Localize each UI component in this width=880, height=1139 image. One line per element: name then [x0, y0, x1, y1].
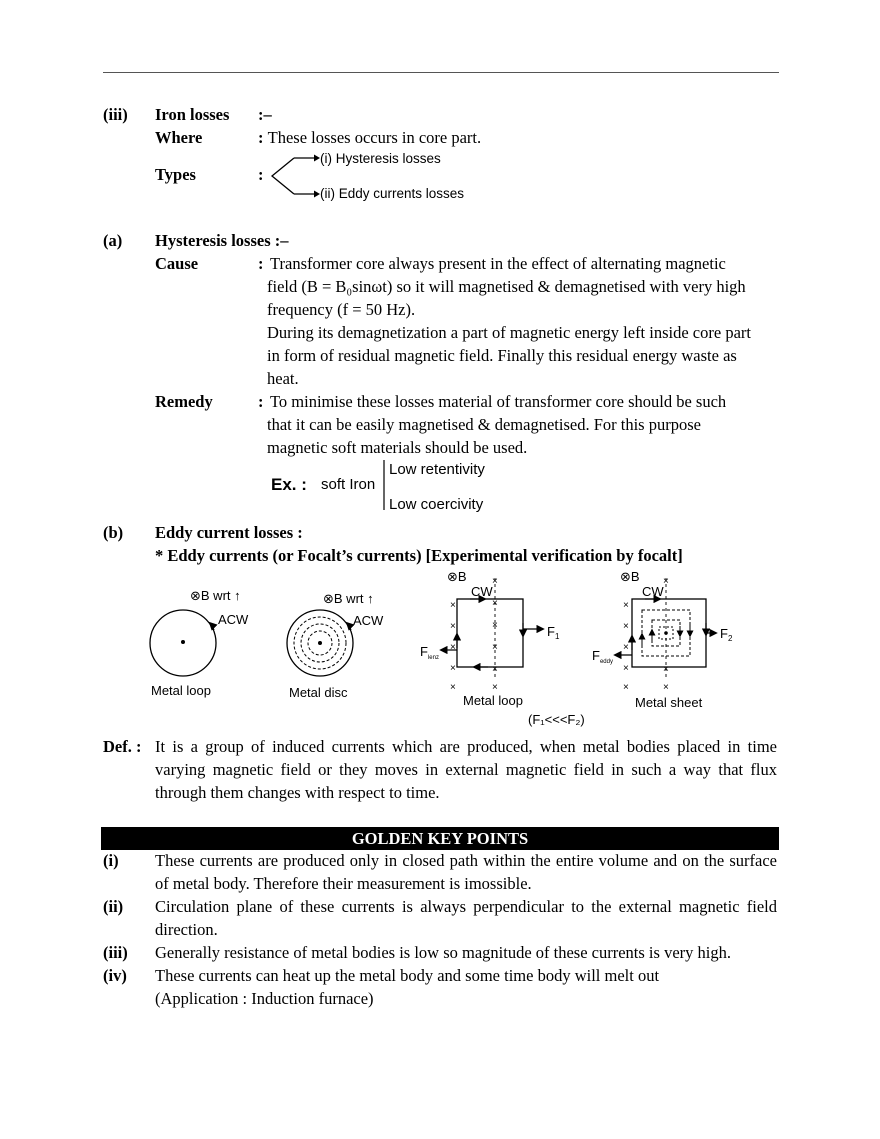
types-label: Types	[155, 165, 196, 184]
type-hysteresis: (i) Hysteresis losses	[320, 151, 441, 166]
definition-label: Def. :	[103, 737, 142, 756]
svg-text:×: ×	[663, 682, 669, 693]
svg-text:×: ×	[623, 682, 629, 693]
svg-text:×: ×	[663, 664, 669, 675]
remedy-colon: :	[258, 392, 264, 411]
svg-text:×: ×	[623, 600, 629, 611]
hysteresis-number: (a)	[103, 231, 123, 250]
point-text: Circulation plane of these currents is always perpendicular to the external magnetic field direction.	[155, 897, 777, 939]
iron-title-sep: :–	[258, 105, 272, 124]
metal-disc-diagram	[287, 591, 384, 700]
force-comparison: (F₁<<<F₂)	[528, 712, 585, 727]
moving-loop-diagram	[420, 569, 585, 727]
b-label: ⊗B	[447, 569, 467, 584]
iron-number: (iii)	[103, 105, 128, 124]
definition-text: It is a group of induced currents which are produced, when metal bodies placed in time varying magnetic field or they moves in external magnetic field in such a way that flux through them changes with respect to time.	[155, 737, 777, 802]
point-number: (ii)	[103, 897, 124, 916]
metal-sheet-diagram	[592, 569, 733, 710]
svg-text:×: ×	[623, 663, 629, 674]
soft-iron-example	[268, 456, 528, 516]
b-label: ⊗B	[620, 569, 640, 584]
type-eddy: (ii) Eddy currents losses	[320, 186, 465, 201]
cause-label: Cause	[155, 254, 199, 273]
cause-line: heat.	[267, 369, 299, 388]
f2-label: $F_2$	[720, 626, 733, 643]
example-label: Ex. :	[271, 475, 307, 494]
svg-text:×: ×	[663, 576, 669, 587]
cause-line: in form of residual magnetic field. Finally this residual energy waste as	[267, 346, 737, 365]
example-retentivity: Low retentivity	[389, 461, 485, 478]
remedy-label: Remedy	[155, 392, 213, 411]
point-number: (i)	[103, 851, 119, 870]
svg-text:×: ×	[492, 642, 498, 653]
svg-text:×: ×	[450, 600, 456, 611]
cause-colon: :	[258, 254, 264, 273]
svg-text:×: ×	[450, 663, 456, 674]
eddy-title: Eddy current losses :	[155, 523, 303, 542]
point-number: (iii)	[103, 943, 128, 962]
example-material: soft Iron	[321, 476, 376, 493]
moving-loop-caption: Metal loop	[463, 693, 523, 708]
metal-sheet-caption: Metal sheet	[635, 695, 703, 710]
svg-text:×: ×	[492, 620, 498, 631]
svg-text:×: ×	[450, 682, 456, 693]
svg-text:×: ×	[450, 621, 456, 632]
point-number: (iv)	[103, 966, 127, 985]
iron-title: Iron losses	[155, 105, 230, 124]
acw-label: ACW	[353, 613, 384, 628]
point-text: Generally resistance of metal bodies is low so magnitude of these currents is very high.	[155, 943, 731, 962]
remedy-line: that it can be easily magnetised & demagnetised. For this purpose	[267, 415, 701, 434]
example-coercivity: Low coercivity	[389, 496, 484, 513]
hysteresis-title: Hysteresis losses :–	[155, 231, 289, 250]
types-colon: :	[258, 165, 264, 184]
cause-line: Transformer core always present in the effect of alternating magnetic	[270, 254, 726, 273]
types-branch-diagram	[270, 150, 470, 202]
cause-line: During its demagnetization a part of magnetic energy left inside core part	[267, 323, 751, 342]
svg-text:×: ×	[492, 598, 498, 609]
cause-line: field (B = B₀sinωt) so it will magnetised & demagnetised with very high	[267, 277, 746, 296]
eddy-current-figure	[140, 568, 760, 728]
where-text: These losses occurs in core part.	[267, 128, 482, 147]
eddy-subtitle: * Eddy currents (or Focalt’s currents) [Experimental verification by focalt]	[155, 546, 683, 565]
golden-key-points-banner: GOLDEN KEY POINTS	[101, 827, 779, 850]
metal-loop-diagram	[150, 588, 249, 698]
header-rule	[103, 72, 779, 73]
where-label: Where	[155, 128, 203, 147]
svg-text:×: ×	[492, 682, 498, 693]
feddy-label: $F_{eddy}$	[592, 648, 613, 665]
cause-line: frequency (f = 50 Hz).	[267, 300, 416, 319]
b-wrt-label: ⊗B wrt ↑	[190, 588, 241, 603]
svg-text:×: ×	[623, 621, 629, 632]
metal-loop-caption: Metal loop	[151, 683, 211, 698]
where-row: : These losses occurs in core part.	[258, 128, 482, 147]
svg-text:×: ×	[492, 664, 498, 675]
metal-disc-caption: Metal disc	[289, 685, 348, 700]
cw-label: CW	[642, 584, 664, 599]
application-note: (Application : Induction furnace)	[155, 989, 374, 1008]
point-text: These currents can heat up the metal body and some time body will melt out	[155, 966, 660, 985]
point-text: These currents are produced only in closed path within the entire volume and on the surface of metal body. Therefore their measurement is imossible.	[155, 851, 777, 893]
cw-label: CW	[471, 584, 493, 599]
acw-label: ACW	[218, 612, 249, 627]
flenz-label: $F_{lenz}$	[420, 644, 439, 661]
eddy-number: (b)	[103, 523, 124, 542]
svg-text:×: ×	[450, 642, 456, 653]
svg-text:×: ×	[623, 642, 629, 653]
svg-text:×: ×	[492, 576, 498, 587]
f1-label: $F_1$	[547, 624, 560, 641]
remedy-line: To minimise these losses material of transformer core should be such	[270, 392, 727, 411]
b-wrt-label: ⊗B wrt ↑	[323, 591, 374, 606]
remedy-line: magnetic soft materials should be used.	[267, 438, 528, 457]
